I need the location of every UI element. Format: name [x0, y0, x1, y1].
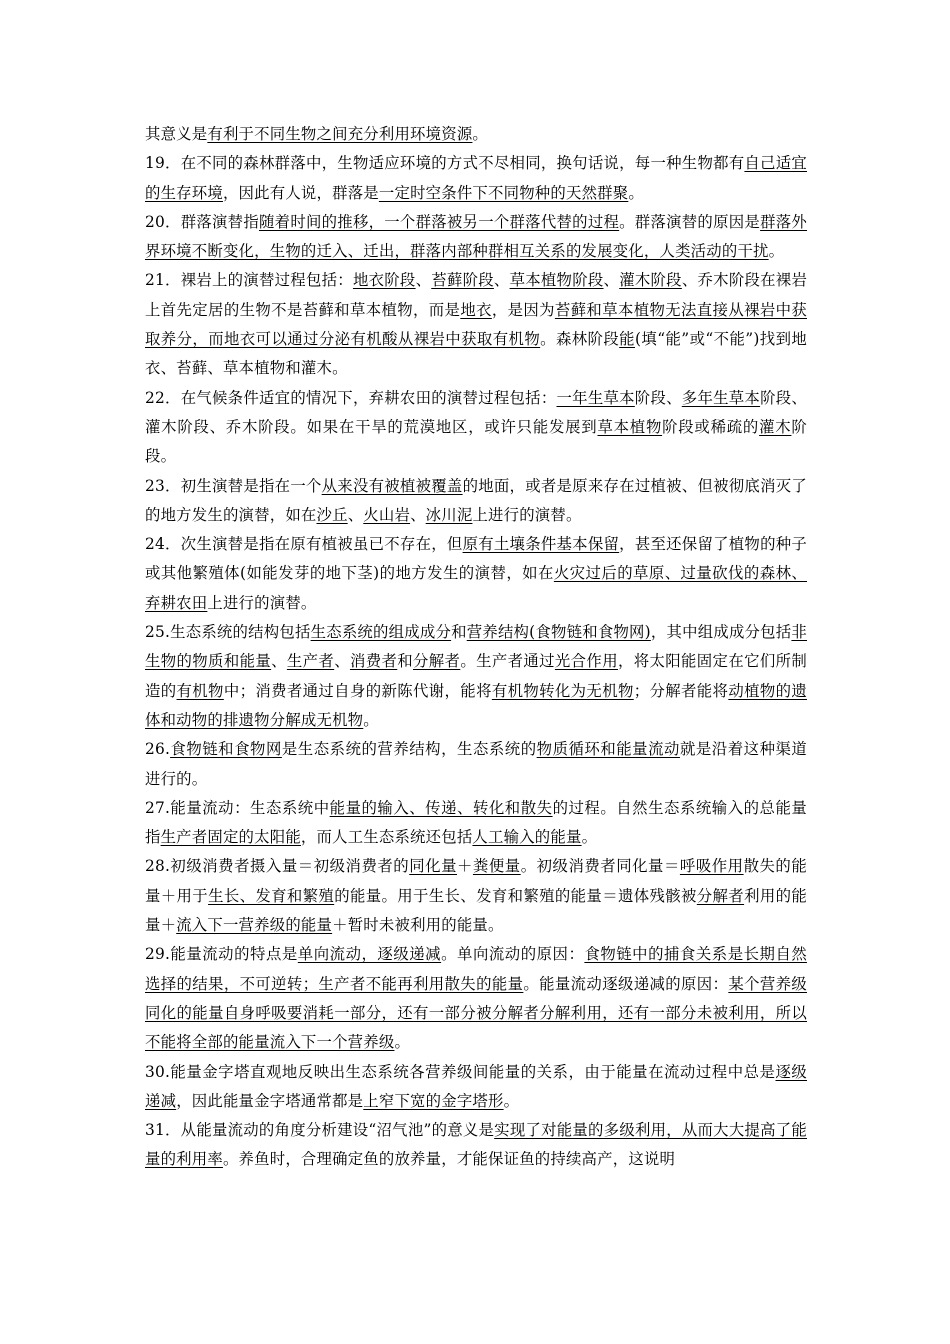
answer-text: 一定时空条件下不同物种的天然群聚	[378, 183, 629, 202]
answer-text: 能	[619, 330, 635, 349]
answer-text: 多年生草本	[681, 388, 761, 407]
paragraph-text: 23．初生演替是指在一个	[145, 476, 322, 495]
answer-text: 逐级递减	[145, 1062, 807, 1110]
answer-text: 随着时间的推移，一个群落被另一个群落代替的过程	[259, 212, 620, 231]
paragraph-text: 其意义是	[145, 125, 208, 143]
answer-text: 营养结构(食物链和食物网)	[466, 623, 651, 642]
paragraph	[145, 1116, 807, 1175]
paragraph-text: 阶段、灌木阶段、乔木阶段。如果在干旱的荒漠地区，或许只能发展到	[145, 388, 807, 436]
paragraph-text: 上进行的演替。	[207, 593, 317, 612]
paragraph	[145, 472, 807, 531]
paragraph	[145, 266, 807, 383]
paragraph-text: ＋	[457, 857, 473, 876]
paragraph	[145, 618, 807, 735]
paragraph-text: 。	[394, 1033, 411, 1052]
paragraph-text: 。初级消费者同化量＝	[520, 857, 680, 876]
answer-text: 生长、发育和繁殖	[208, 886, 335, 905]
paragraph-text: 。	[503, 1091, 520, 1110]
paragraph	[145, 530, 807, 618]
paragraph-text: 是生态系统的营养结构，生态系统的	[281, 740, 537, 759]
paragraph-text: 、	[410, 505, 426, 524]
paragraph-text: 26.	[145, 740, 171, 759]
answer-text: 地衣	[460, 300, 492, 319]
paragraph-text: 29.能量流动的特点是	[145, 945, 298, 964]
paragraph-text: 、	[415, 271, 432, 290]
answer-text: 有机物转化为无机物	[491, 681, 634, 700]
paragraph-text: 24．次生演替是指在原有植被虽已不存在，但	[145, 535, 463, 554]
paragraph	[145, 208, 807, 267]
answer-text: 火灾过后的草原、过量砍伐的森林、弃耕农田	[145, 564, 807, 612]
paragraph-text: 的地面，或者是原来存在过植被、但被彻底消灭了的地方发生的演替，如在	[145, 476, 807, 524]
paragraph-text: 。群落演替的原因是	[619, 212, 761, 231]
answer-text: 苔藓阶段	[431, 271, 494, 290]
paragraph-text: 阶段或稀疏的	[662, 417, 760, 436]
answer-text: 草本植物	[597, 417, 663, 436]
paragraph-text: (填“能”或“不能”)找到地衣、苔藓、草本植物和灌木。	[145, 330, 807, 378]
answer-text: 分解者	[413, 652, 461, 671]
paragraph-text: 和	[451, 623, 467, 642]
paragraph-text: 。单向流动的原因：	[441, 945, 585, 964]
answer-text: 从来没有被植被覆盖	[321, 476, 463, 495]
answer-text: 食物链和食物网	[170, 740, 282, 759]
answer-text: 同化量	[409, 857, 457, 876]
answer-text: 苔藓和草本植物无法直接从裸岩中获取养分，而地衣可以通过分泌有机酸从裸岩中获取有机物	[145, 300, 807, 349]
answer-text: 非生物的物质和能量	[145, 623, 807, 671]
paragraph-text: 和	[397, 652, 414, 671]
paragraph-text: 28.初级消费者摄入量＝初级消费者的	[145, 857, 410, 876]
paragraph-text: 。养鱼时，合理确定鱼的放养量，才能保证鱼的持续高产，这说明	[222, 1150, 676, 1169]
paragraph	[145, 794, 807, 853]
answer-text: 动植物的遗体和动物的排遗物分解成无机物	[145, 681, 807, 729]
answer-text: 消费者	[349, 652, 398, 671]
paragraph	[145, 384, 807, 472]
answer-text: 沙丘	[316, 505, 348, 524]
answer-text: 火山岩	[363, 505, 411, 524]
answer-text: 生态系统的组成成分	[310, 623, 452, 642]
paragraph-text: 19．在不同的森林群落中，生物适应环境的方式不尽相同，换句话说，每一种生物都有	[145, 154, 745, 173]
paragraph-text: ，其中组成成分包括	[650, 623, 792, 642]
paragraph-text: 阶段。	[145, 417, 807, 466]
answer-text: 光合作用	[554, 652, 618, 671]
answer-text: 灌木阶段	[619, 271, 682, 290]
paragraph-text: 。	[628, 183, 644, 202]
answer-text: 食物链中的捕食关系是长期自然选择的结果，不可逆转；生产者不能再利用散失的能量	[145, 945, 807, 993]
paragraph-text: 上进行的演替。	[472, 505, 582, 524]
paragraph-text: 20．群落演替指	[145, 212, 259, 231]
paragraph-text: 、	[334, 652, 350, 671]
paragraph-text: 31．从能量流动的角度分析建设“沼气池”的意义是	[145, 1121, 495, 1140]
answer-text: 群落外界环境不断变化，生物的迁入、迁出，群落内部种群相互关系的发展变化，人类活动的干扰	[145, 212, 807, 261]
paragraph-text: 21．裸岩上的演替过程包括：	[145, 271, 353, 290]
paragraph-text: ；分解者能将	[633, 681, 729, 700]
answer-text: 冰川泥	[425, 505, 473, 524]
paragraph	[145, 149, 807, 208]
paragraph-text: 阶段、	[634, 388, 682, 407]
answer-text: 有利于不同生物之间充分利用环境资源	[207, 125, 473, 143]
answer-text: 呼吸作用	[679, 857, 744, 876]
paragraph-text: 27.能量流动：生态系统中	[145, 798, 330, 817]
paragraph-text: 中；消费者通过自身的新陈代谢，能将	[223, 681, 492, 700]
paragraph-text: 22．在气候条件适宜的情况下，弃耕农田的演替过程包括：	[145, 388, 557, 407]
answer-text: 一年生草本	[556, 388, 635, 407]
paragraph-text: 30.能量金字塔直观地反映出生态系统各营养级间能量的关系，由于能量在流动过程中总是	[145, 1062, 776, 1081]
answer-text: 地衣阶段	[352, 271, 416, 290]
answer-text: 粪便量	[472, 857, 521, 876]
document-body	[145, 120, 807, 1175]
paragraph-text: 。生产者通过	[460, 652, 555, 671]
answer-text: 自己适宜的生存环境	[145, 154, 807, 202]
paragraph-text: 利用的能量＋	[145, 886, 807, 935]
paragraph-text: ，甚至还保留了植物的种子或其他繁殖体(如能发芽的地下茎)的地方发生的演替，如在	[145, 535, 807, 583]
paragraph-text: ，而人工生态系统还包括	[300, 828, 473, 847]
paragraph-text: ，将太阳能固定在它们所制造的	[145, 652, 807, 700]
answer-text: 流入下一营养级的能量	[176, 916, 333, 935]
paragraph-text: ＋暂时未被利用的能量。	[332, 916, 504, 935]
answer-text: 单向流动，逐级递减	[297, 945, 442, 964]
paragraph-text: 25.生态系统的结构包括	[145, 623, 311, 642]
paragraph-text: 就是沿着这种渠道进行的。	[145, 740, 807, 788]
answer-text: 分解者	[696, 886, 745, 905]
paragraph-text: 、	[347, 505, 364, 524]
paragraph-text: 。	[472, 125, 489, 143]
paragraph-text: 、乔木阶段在裸岩上首先定居的生物不是苔藓和草本植物，而是	[145, 271, 808, 319]
paragraph	[145, 120, 807, 149]
answer-text: 能量的输入、传递、转化和散失	[329, 798, 553, 817]
answer-text: 生产者固定的太阳能	[160, 828, 301, 847]
answer-text: 生产者	[286, 652, 335, 671]
answer-text: 人工输入的能量	[472, 828, 582, 847]
answer-text: 上窄下宽的金字塔形	[363, 1091, 504, 1110]
paragraph	[145, 940, 807, 1057]
paragraph	[145, 1058, 807, 1117]
paragraph	[145, 852, 807, 940]
paragraph-text: ，是因为	[491, 300, 555, 319]
paragraph-text: 。	[581, 828, 598, 847]
paragraph	[145, 735, 807, 794]
paragraph-text: 、	[603, 271, 620, 290]
paragraph-text: 、	[493, 271, 510, 290]
answer-text: 草本植物阶段	[509, 271, 604, 290]
answer-text: 某个营养级同化的能量自身呼吸要消耗一部分，还有一部分被分解者分解利用，还有一部分未被利用，所以不能将全部的能量流入下一个营养级	[145, 974, 807, 1052]
paragraph-text: 。森林阶段	[540, 330, 620, 349]
paragraph-text: 的过程。自然生态系统输入的总能量指	[145, 798, 807, 847]
paragraph-text: ，因此有人说，群落是	[222, 183, 379, 202]
paragraph-text: 、	[271, 652, 287, 671]
paragraph-text: 。	[768, 242, 785, 261]
paragraph-text: ，因此能量金字塔通常都是	[176, 1091, 364, 1110]
answer-text: 有机物	[176, 681, 224, 700]
answer-text: 灌木	[759, 417, 792, 436]
paragraph-text: 。	[363, 710, 379, 729]
paragraph-text: 的能量。用于生长、发育和繁殖的能量＝遗体残骸被	[334, 886, 697, 905]
answer-text: 实现了对能量的多级利用，从而大大提高了能量的利用率	[145, 1121, 807, 1169]
paragraph-text: 散失的能量＋用于	[145, 857, 807, 905]
answer-text: 物质循环和能量流动	[536, 740, 680, 759]
paragraph-text: 。能量流动逐级递减的原因：	[523, 974, 729, 993]
answer-text: 原有土壤条件基本保留	[462, 535, 620, 554]
